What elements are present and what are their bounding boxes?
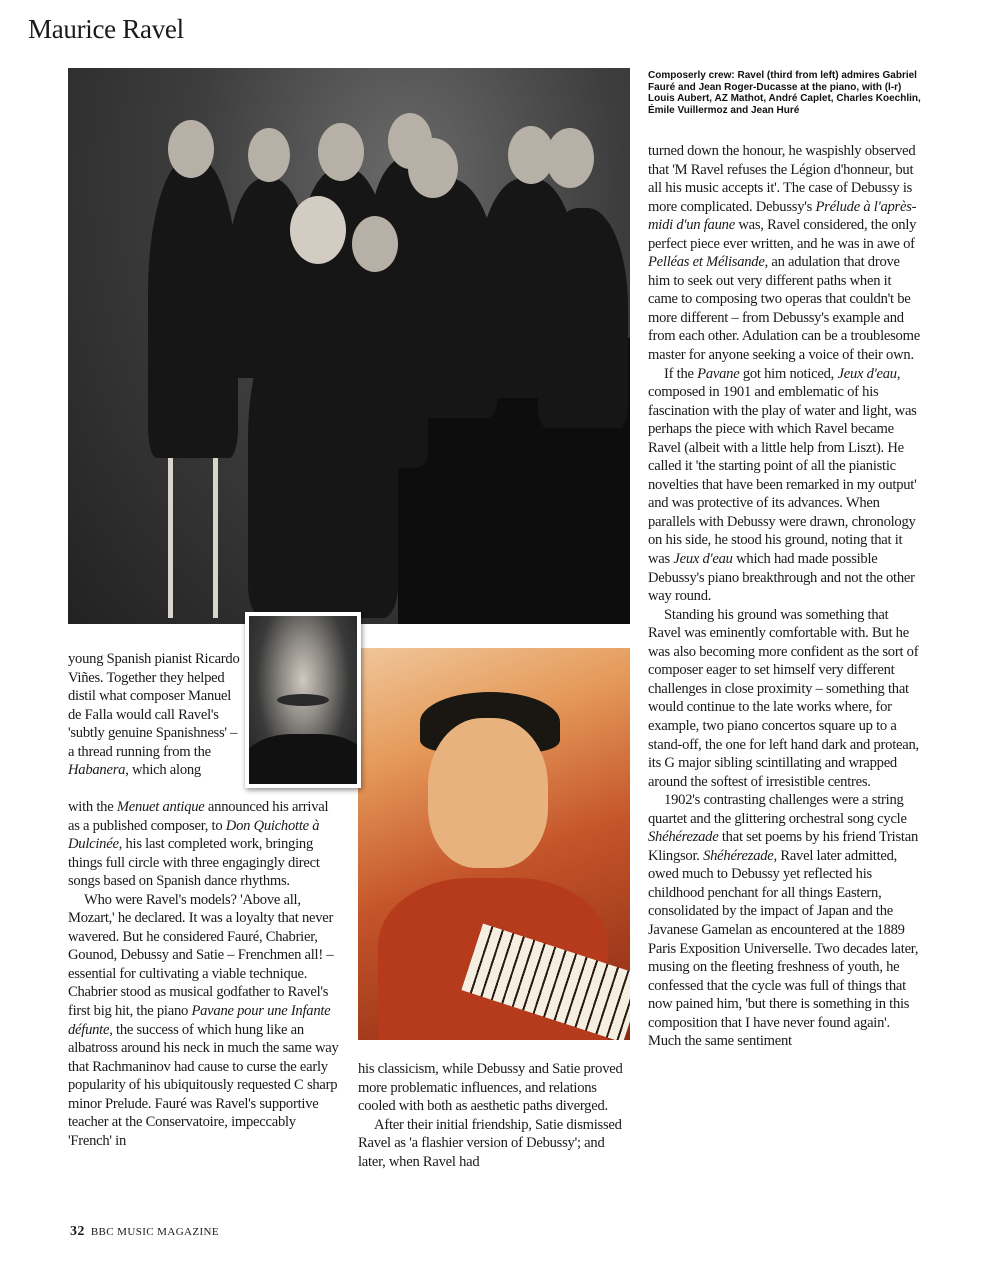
column-1-top: young Spanish pianist Ricardo Viñes. Together they helped distil what composer Manuel de Falla would call Ravel's 'subtly genuine Spanishness' – a thread running from the Habanera, which along	[68, 651, 240, 779]
group-photo	[68, 68, 630, 624]
inset-portrait-photo	[245, 612, 361, 788]
page-footer	[70, 1224, 219, 1240]
page-title: Maurice Ravel	[28, 14, 184, 44]
page-number: 32	[70, 1224, 85, 1239]
ravel-portrait-painting	[358, 648, 630, 1040]
column-2: his classicism, while Debussy and Satie proved more problematic influences, and relations cooled with both as aesthetic paths diverged. After their initial friendship, Satie dismissed Ravel as 'a flashier version of Debussy'; and later, when Ravel had	[358, 1061, 623, 1170]
column-3: turned down the honour, he waspishly observed that 'M Ravel refuses the Légion d'honneur, but all his music accepts it'. The case of Debussy is more complicated. Debussy's Prélude à l'après-midi d'un faune was, Ravel considered, the only perfect piece ever written, and he was in awe of Pelléas et Mélisande, an adulation that drove him to seek out very different paths when it came to composing two operas that couldn't be more different – from Debussy's example and from each other. Adulation can be a troublesome master for anyone seeking a voice of their own. If the Pavane got him noticed, Jeux d'eau, composed in 1901 and emblematic of his fascination with the play of water and light, was perhaps the piece with which Ravel became Ravel (albeit with a little help from Liszt). He called it 'the starting point of all the pianistic novelties that have been remarked in my output' and was protective of its advances. When parallels with Debussy were drawn, chronology on his side, he stood his ground, noting that it was Jeux d'eau which had made possible Debussy's piano breakthrough and not the other way round. Standing his ground was something that Ravel was eminently comfortable with. But he was also becoming more confident as the sort of composer eager to set himself very different challenges in close proximity – something that would continue to the late works where, for example, two piano concertos square up to a stand-off, the one for left hand dark and protean, its G major sibling scintillating and wrapped around the softest of irresistible centres. 1902's contrasting challenges were a string quartet and the glittering orchestral song cycle Shéhérezade that set poems by his friend Tristan Klingsor. Shéhérezade, Ravel later admitted, owed much to Debussy yet reflected his childhood penchant for all things Eastern, consolidated by the impact of Japan and the Javanese Gamelan as encountered at the 1889 Paris Exposition Universelle. Two decades later, musing on the fleeting freshness of youth, he confessed that the cycle was full of things that now pained him, 'but there is something in this composition that I have never found again'. Much the same sentiment	[648, 143, 920, 1050]
magazine-name: BBC MUSIC MAGAZINE	[90, 1226, 220, 1238]
photo-caption: Composerly crew: Ravel (third from left) admires Gabriel Fauré and Jean Roger-Ducasse at the piano, with (l-r) Louis Aubert, AZ Mathot, André Caplet, Charles Koechlin, Émile Vuillermoz and Jean Huré	[648, 70, 921, 116]
column-1: with the Menuet antique announced his arrival as a published composer, to Don Quichotte à Dulcinée, his last completed work, bringing things full circle with three engagingly direct songs based on Spanish dance rhythms. Who were Ravel's models? 'Above all, Mozart,' he declared. It was a loyalty that never wavered. But he considered Fauré, Chabrier, Gounod, Debussy and Satie – Frenchmen all! – essential for cultivating a viable technique. Chabrier stood as musical godfather to Ravel's first big hit, the piano Pavane pour une Infante défunte, the success of which hung like an albatross around his neck in much the same way that Rachmaninov had cause to curse the early popularity of his ubiquitously requested C sharp minor Prelude. Fauré was Ravel's supportive teacher at the Conservatoire, impeccably 'French' in	[68, 799, 339, 1149]
